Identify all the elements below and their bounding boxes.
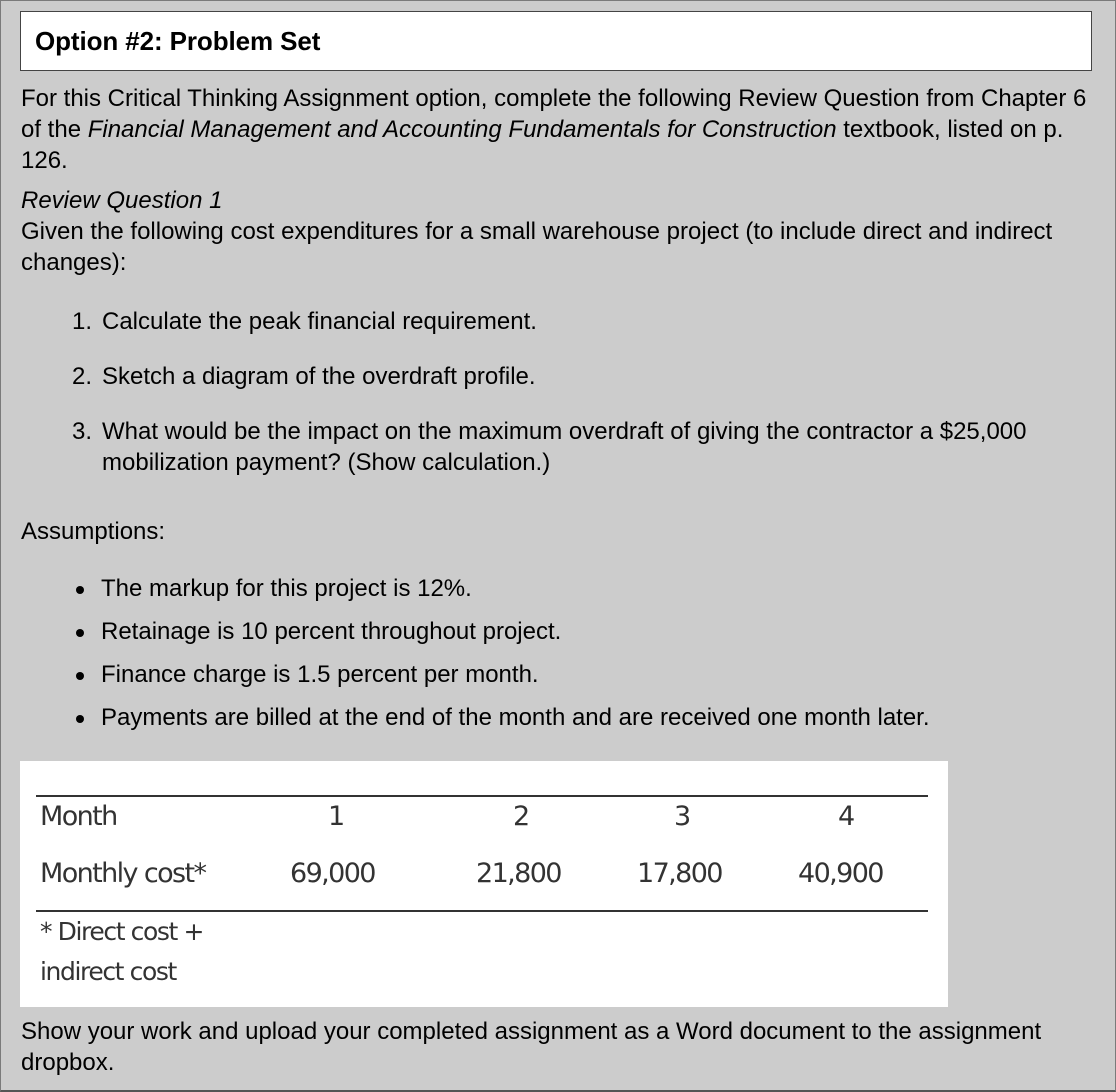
page-title: Option #2: Problem Set	[35, 26, 321, 56]
intro-paragraph	[21, 83, 1101, 176]
month-header: 4	[838, 801, 854, 832]
task-text: What would be the impact on the maximum overdraft of giving the contractor a $25,000 mobilization payment? (Show calculation.)	[102, 418, 1027, 476]
task-number: 1.	[72, 308, 93, 335]
monthly-cost-value: 40,900	[798, 858, 883, 889]
cost-table	[20, 761, 948, 1007]
intro-text-after: textbook, listed on p. 126.	[21, 116, 1064, 174]
bullet-icon	[76, 629, 84, 637]
assumption-text: Retainage is 10 percent throughout project.	[101, 618, 562, 645]
table-footnote-line1: * Direct cost +	[40, 917, 204, 946]
table-bottom-rule	[36, 910, 928, 912]
assumptions-heading: Assumptions:	[21, 518, 166, 545]
month-header: 1	[328, 801, 344, 832]
task-number: 2.	[72, 363, 93, 390]
task-text: Calculate the peak financial requirement.	[102, 308, 537, 335]
task-text: Sketch a diagram of the overdraft profile.	[102, 363, 536, 390]
monthly-cost-value: 21,800	[476, 858, 561, 889]
bullet-icon	[76, 672, 84, 680]
assumption-text: Payments are billed at the end of the month and are received one month later.	[101, 704, 930, 731]
month-header: 3	[674, 801, 690, 832]
assumption-text: Finance charge is 1.5 percent per month.	[101, 661, 539, 688]
review-question-heading: Review Question 1	[21, 187, 223, 214]
bullet-icon	[76, 715, 84, 723]
footer-instructions: Show your work and upload your completed assignment as a Word document to the assignment dropbox.	[21, 1018, 1042, 1076]
table-footnote-line2: indirect cost	[40, 957, 176, 986]
intro-text-before: For this Critical Thinking Assignment option, complete the following Review Question from Chapter 6 of the	[21, 85, 1087, 143]
row-header-monthly-cost: Monthly cost*	[40, 858, 206, 889]
title-box	[20, 11, 1092, 71]
book-title: Financial Management and Accounting Fundamentals for Construction	[87, 116, 837, 143]
monthly-cost-value: 17,800	[637, 858, 722, 889]
month-header: 2	[513, 801, 529, 832]
monthly-cost-value: 69,000	[290, 858, 375, 889]
row-header-month: Month	[40, 801, 117, 832]
given-paragraph: Given the following cost expenditures for a small warehouse project (to include direct and indirect changes):	[21, 218, 1053, 276]
assumption-text: The markup for this project is 12%.	[101, 575, 472, 602]
task-number: 3.	[72, 418, 93, 445]
table-top-rule	[36, 795, 928, 797]
bullet-icon	[76, 586, 84, 594]
